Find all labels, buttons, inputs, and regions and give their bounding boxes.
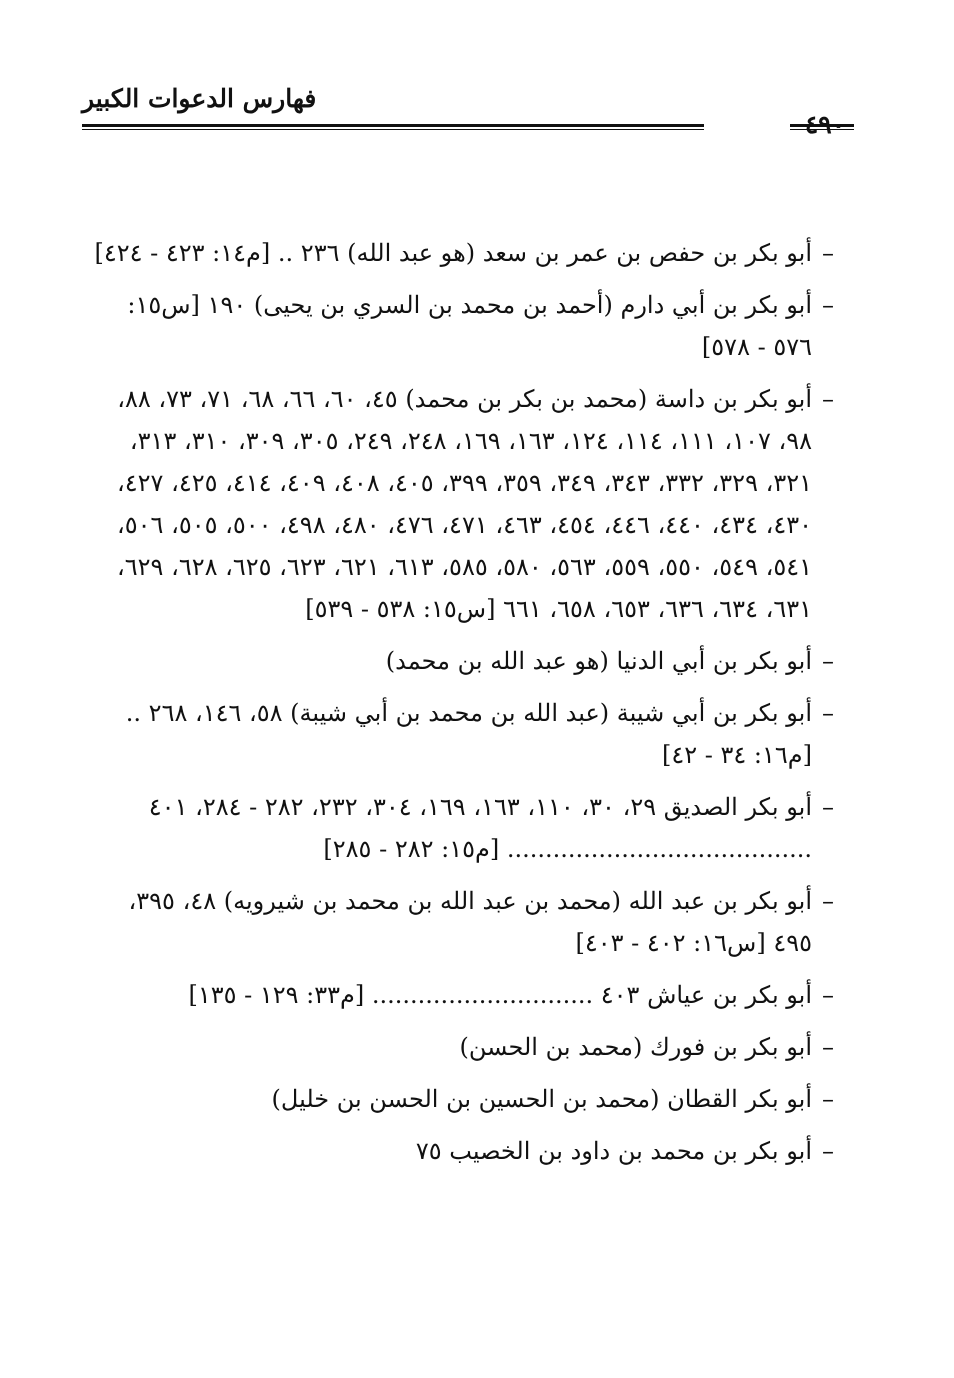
index-entry [86, 232, 834, 274]
entry-text: أبو بكر الصديق ٢٩، ٣٠، ١١٠، ١٦٣، ١٦٩، ٣٠٤، ٢٣٢، ٢٨٢ - ٢٨٤، ٤٠١ ........................................ [م١٥: ٢٨٢ - ٢٨٥] [148, 793, 812, 863]
entry-text: أبو بكر القطان (محمد بن الحسين بن الحسن بن خليل) [271, 1085, 812, 1113]
index-entry [86, 1078, 834, 1120]
index-entry [86, 1130, 834, 1172]
entry-dash: – [822, 291, 834, 319]
entry-dash: – [822, 1085, 834, 1113]
entry-dash: – [822, 1033, 834, 1061]
entry-text: أبو بكر بن أبي شيبة (عبد الله بن محمد بن أبي شيبة) ٥٨، ١٤٦، ٢٦٨ .. [م١٦: ٣٤ - ٤٢] [125, 699, 812, 769]
entry-text: أبو بكر بن أبي الدنيا (هو عبد الله بن محمد) [385, 647, 812, 675]
entry-text: أبو بكر بن محمد بن داود بن الخصيب ٧٥ [415, 1137, 812, 1165]
entry-text: أبو بكر بن داسة (محمد بن بكر بن محمد) ٤٥، ٦٠، ٦٦، ٦٨، ٧١، ٧٣، ٨٨، ٩٨، ١٠٧، ١١١، ١١٤، ١٢٤، ١٦٣، ١٦٩، ٢٤٨، ٢٤٩، ٣٠٥، ٣٠٩، ٣١٠، ٣١٣، ٣٢١، ٣٢٩، ٣٣٢، ٣٤٣، ٣٤٩، ٣٥٩، ٣٩٩، ٤٠٥، ٤٠٨، ٤٠٩، ٤١٤، ٤٢٥، ٤٢٧، ٤٣٠، ٤٣٤، ٤٤٠، ٤٤٦، ٤٥٤، ٤٦٣، ٤٧١، ٤٧٦، ٤٨٠، ٤٩٨، ٥٠٠، ٥٠٥، ٥٠٦، ٥٤١، ٥٤٩، ٥٥٠، ٥٥٩، ٥٦٣، ٥٨٠، ٥٨٥، ٦١٣، ٦٢١، ٦٢٣، ٦٢٥، ٦٢٨، ٦٢٩، ٦٣١، ٦٣٤، ٦٣٦، ٦٥٣، ٦٥٨، ٦٦١ [س١٥: ٥٣٨ - ٥٣٩] [117, 385, 812, 623]
index-entry [86, 284, 834, 368]
entry-text: أبو بكر بن عياش ٤٠٣ ............................. [م٣٣: ١٢٩ - ١٣٥] [188, 981, 812, 1009]
index-entries [86, 232, 834, 1182]
index-entry [86, 692, 834, 776]
entry-text: أبو بكر بن فورك (محمد بن الحسن) [459, 1033, 812, 1061]
entry-dash: – [822, 647, 834, 675]
entry-dash: – [822, 1137, 834, 1165]
index-entry [86, 1026, 834, 1068]
entry-text: أبو بكر بن عبد الله (محمد بن عبد الله بن محمد بن شيرويه) ٤٨، ٣٩٥، ٤٩٥ [س١٦: ٤٠٢ - ٤٠٣] [128, 887, 812, 957]
entry-text: أبو بكر بن أبي دارم (أحمد بن محمد بن السري بن يحيى) ١٩٠ [س١٥: ٥٧٦ - ٥٧٨] [127, 291, 812, 361]
entry-dash: – [822, 385, 834, 413]
index-entry [86, 974, 834, 1016]
entry-text: أبو بكر بن حفص بن عمر بن سعد (هو عبد الله) ٢٣٦ .. [م١٤: ٤٢٣ - ٤٢٤] [94, 239, 812, 267]
index-entry [86, 880, 834, 964]
entry-dash: – [822, 887, 834, 915]
entry-dash: – [822, 981, 834, 1009]
index-entry [86, 378, 834, 630]
entry-dash: – [822, 239, 834, 267]
index-entry [86, 640, 834, 682]
header-rule-right [790, 124, 854, 130]
page-header [82, 84, 852, 140]
entry-dash: – [822, 793, 834, 821]
entry-dash: – [822, 699, 834, 727]
page-number: ٤٩٠ [804, 110, 846, 139]
page-title: فهارس الدعوات الكبير [82, 84, 317, 113]
header-rule-left [82, 124, 704, 130]
index-entry [86, 786, 834, 870]
